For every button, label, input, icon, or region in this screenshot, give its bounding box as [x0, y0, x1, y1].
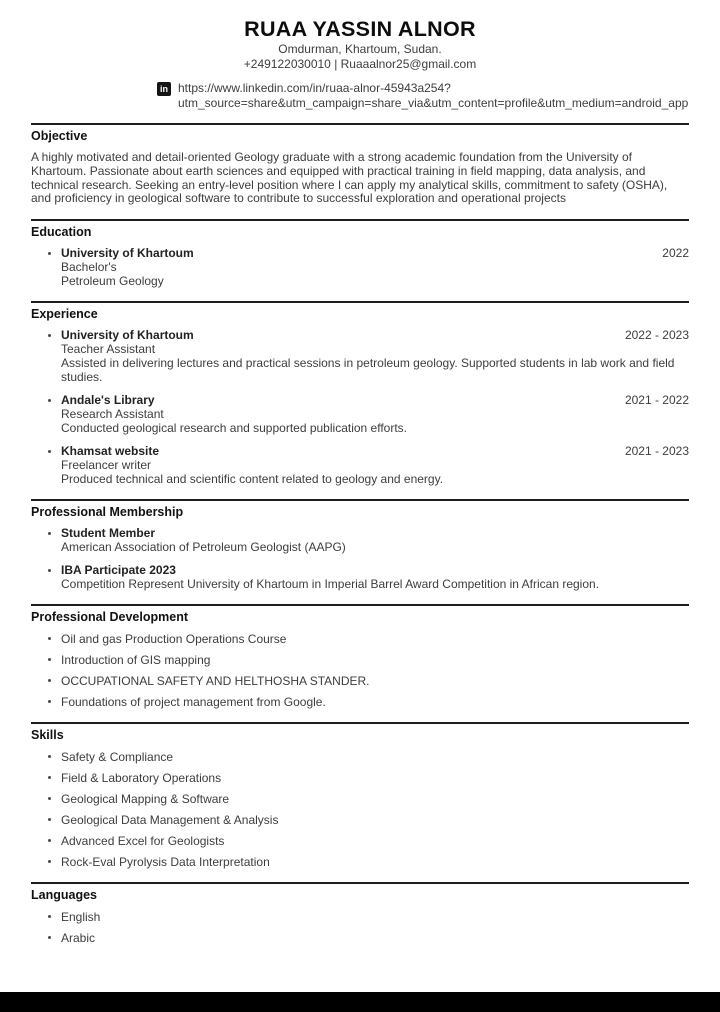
experience-heading: Experience: [31, 307, 98, 322]
bullet-icon: [48, 637, 51, 640]
bullet-icon: [48, 755, 51, 758]
entry-date: 2022: [662, 246, 689, 261]
entry-role: Teacher Assistant: [61, 342, 156, 357]
membership-heading: Professional Membership: [31, 505, 184, 520]
bullet-icon: [48, 658, 51, 661]
linkedin-icon: in: [157, 82, 171, 96]
list-item: [31, 910, 689, 924]
linkedin-row: [157, 81, 689, 110]
education-heading: Education: [31, 225, 92, 240]
list-item: [31, 855, 689, 869]
membership-item: [31, 563, 689, 591]
list-item-text: Rock-Eval Pyrolysis Data Interpretation: [61, 855, 270, 870]
entry-description: Assisted in delivering lectures and practical sessions in petroleum geology. Supported students in lab work and field studies.: [61, 356, 675, 385]
development-list: [31, 632, 689, 709]
bullet-icon: [48, 252, 51, 255]
entry-description: Petroleum Geology: [61, 274, 164, 289]
list-item: [31, 750, 689, 764]
entry-date: 2021 - 2023: [624, 444, 689, 459]
entry-title: Student Member: [61, 526, 156, 541]
list-item: [31, 653, 689, 667]
languages-heading: Languages: [31, 888, 97, 903]
entry-title: Khamsat website: [61, 444, 160, 459]
membership-item: [31, 526, 689, 554]
bullet-icon: [48, 399, 51, 402]
bullet-icon: [48, 532, 51, 535]
bullet-icon: [48, 839, 51, 842]
section-skills: [31, 722, 689, 869]
bullet-icon: [48, 334, 51, 337]
entry-description: Conducted geological research and supported publication efforts.: [61, 421, 408, 436]
education-list: [31, 246, 689, 288]
bullet-icon: [48, 569, 51, 572]
list-item-text: Geological Mapping & Software: [61, 792, 230, 807]
person-name: RUAA YASSIN ALNOR: [244, 17, 476, 41]
list-item: [31, 792, 689, 806]
entry-title: IBA Participate 2023: [61, 563, 176, 578]
bullet-icon: [48, 860, 51, 863]
linkedin-url-line1: https://www.linkedin.com/in/ruaa-alnor-45943a254?: [178, 81, 451, 95]
entry-description: Produced technical and scientific content related to geology and energy.: [61, 472, 444, 487]
entry-role: Bachelor's: [61, 260, 117, 275]
experience-item: [31, 328, 689, 384]
list-item: [31, 771, 689, 785]
list-item-text: Geological Data Management & Analysis: [61, 813, 279, 828]
list-item: [31, 674, 689, 688]
objective-heading: Objective: [31, 129, 88, 143]
entry-date: 2022 - 2023: [624, 328, 689, 343]
list-item-text: OCCUPATIONAL SAFETY AND HELTHOSHA STANDER.: [61, 674, 370, 689]
entry-title: University of Khartoum: [61, 246, 194, 261]
bullet-icon: [48, 700, 51, 703]
list-item-text: Safety & Compliance: [61, 750, 174, 765]
experience-item: [31, 393, 689, 435]
location-line: Omdurman, Khartoum, Sudan.: [278, 42, 442, 56]
list-item-text: Oil and gas Production Operations Course: [61, 632, 287, 647]
skills-list: [31, 750, 689, 869]
development-heading: Professional Development: [31, 610, 188, 625]
bullet-icon: [48, 797, 51, 800]
entry-title: Andale's Library: [61, 393, 155, 408]
section-objective: [31, 123, 689, 206]
section-experience: [31, 301, 689, 486]
list-item-text: Advanced Excel for Geologists: [61, 834, 225, 849]
experience-item: [31, 444, 689, 486]
contact-line: +249122030010 | Ruaaalnor25@gmail.com: [243, 57, 477, 71]
entry-description: American Association of Petroleum Geologist (AAPG): [61, 540, 346, 555]
entry-description: Competition Represent University of Khartoum in Imperial Barrel Award Competition in African region.: [61, 577, 600, 592]
entry-role: Freelancer writer: [61, 458, 152, 473]
bullet-icon: [48, 450, 51, 453]
section-professional-membership: [31, 499, 689, 591]
skills-heading: Skills: [31, 728, 64, 743]
entry-date: 2021 - 2022: [624, 393, 689, 408]
list-item-text: Field & Laboratory Operations: [61, 771, 222, 786]
list-item-text: English: [61, 910, 101, 925]
section-languages: [31, 882, 689, 945]
list-item-text: Arabic: [61, 931, 96, 946]
membership-list: [31, 526, 689, 591]
list-item: [31, 632, 689, 646]
bullet-icon: [48, 936, 51, 939]
list-item: [31, 834, 689, 848]
list-item: [31, 695, 689, 709]
section-professional-development: [31, 604, 689, 709]
linkedin-url-line2: utm_source=share&utm_campaign=share_via&utm_content=profile&utm_medium=android_app: [178, 95, 689, 110]
bullet-icon: [48, 818, 51, 821]
bullet-icon: [48, 679, 51, 682]
languages-list: [31, 910, 689, 945]
experience-list: [31, 328, 689, 486]
education-item: [31, 246, 689, 288]
linkedin-url[interactable]: [178, 81, 688, 110]
entry-title: University of Khartoum: [61, 328, 194, 343]
bullet-icon: [48, 915, 51, 918]
list-item-text: Foundations of project management from Google.: [61, 695, 326, 710]
objective-text: A highly motivated and detail-oriented Geology graduate with a strong academic foundation from the University of Khartoum. Passionate about earth sciences and equipped with practical training in field mapping, data analysis, and technical research. Seeking an entry-level position where I can apply my analytical skills, commitment to safety (OSHA), and proficiency in geological software to contribute to successful exploration and operational projects: [31, 150, 668, 206]
bullet-icon: [48, 776, 51, 779]
section-education: [31, 219, 689, 288]
list-item-text: Introduction of GIS mapping: [61, 653, 211, 668]
list-item: [31, 931, 689, 945]
entry-role: Research Assistant: [61, 407, 164, 422]
list-item: [31, 813, 689, 827]
resume-header: [31, 16, 689, 110]
bottom-nav-bar: [0, 992, 720, 1012]
